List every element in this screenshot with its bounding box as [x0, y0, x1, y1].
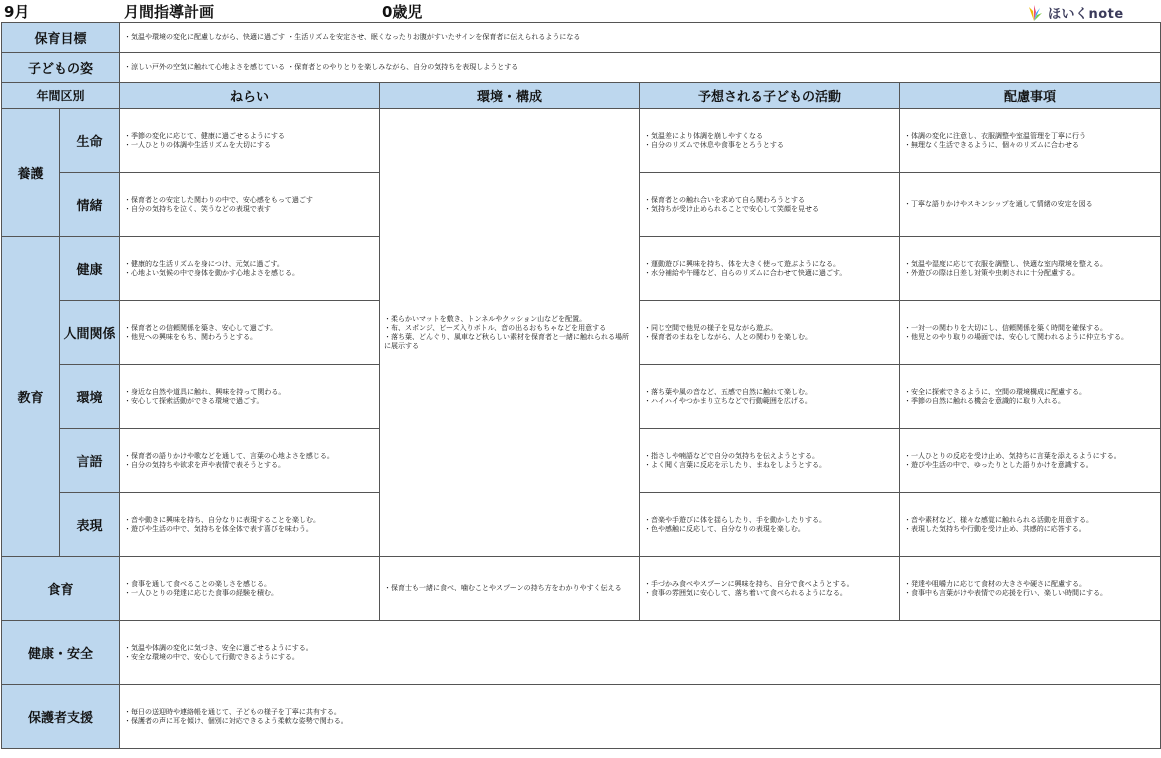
child-state-text: ・涼しい戸外の空気に触れて心地よさを感じている ・保育者とのやりとりを楽しみながら、自分の気持ちを表現しようとする: [120, 53, 1161, 83]
month-label: 9月: [4, 3, 30, 21]
age-label: 0歳児: [382, 3, 423, 21]
aim-cell: ・健康的な生活リズムを身につけ、元気に過ごす。 ・心地よい気候の中で身体を動かす心地よさを感じる。: [120, 237, 380, 301]
hoikunote-logo-icon: [1024, 4, 1044, 22]
child-state-row: [2, 53, 1161, 83]
column-header-row: [2, 83, 1161, 109]
monthly-plan-table: [1, 22, 1161, 749]
support-row: [2, 685, 1161, 749]
table-row: [2, 109, 1161, 173]
column-header-care: 配慮事項: [900, 83, 1161, 109]
plan-title: 月間指導計画: [124, 3, 215, 21]
activity-cell: ・指さしや喃語などで自分の気持ちを伝えようとする。 ・よく聞く言葉に反応を示したり、まねをしようとする。: [640, 429, 900, 493]
aim-cell: ・季節の変化に応じて、健康に過ごせるようにする ・一人ひとりの体調や生活リズムを大切にする: [120, 109, 380, 173]
activity-cell: ・運動遊びに興味を持ち、体を大きく使って遊ぶようになる。 ・水分補給や午睡など、自らのリズムに合わせて快適に過ごす。: [640, 237, 900, 301]
care-cell: ・気温や湿度に応じて衣服を調整し、快適な室内環境を整える。 ・外遊びの際は日差し対策や虫刺されに十分配慮する。: [900, 237, 1161, 301]
goal-row: [2, 23, 1161, 53]
activity-cell: ・音楽や手遊びに体を揺らしたり、手を動かしたりする。 ・色や感触に反応して、自分なりの表現を楽しむ。: [640, 493, 900, 557]
row-label: 言語: [60, 429, 120, 493]
environment-cell: ・保育士も一緒に食べ、噛むことやスプーンの持ち方をわかりやすく伝える: [380, 557, 640, 621]
aim-cell: ・保育者の語りかけや歌などを通して、言葉の心地よさを感じる。 ・自分の気持ちや欲求を声や表情で表そうとする。: [120, 429, 380, 493]
care-cell: ・丁寧な語りかけやスキンシップを通して情緒の安定を図る: [900, 173, 1161, 237]
safety-text: ・気温や体調の変化に気づき、安全に過ごせるようにする。 ・安全な環境の中で、安心して行動できるようにする。: [120, 621, 1161, 685]
column-header-period: 年間区別: [2, 83, 120, 109]
child-state-label: 子どもの姿: [2, 53, 120, 83]
shokuiku-label: 食育: [2, 557, 120, 621]
aim-cell: ・保育者との信頼関係を築き、安心して過ごす。 ・他児への興味をもち、関わろうとする。: [120, 301, 380, 365]
care-cell: ・安全に探索できるように、空間の環境構成に配慮する。 ・季節の自然に触れる機会を意識的に取り入れる。: [900, 365, 1161, 429]
aim-cell: ・音や動きに興味を持ち、自分なりに表現することを楽しむ。 ・遊びや生活の中で、気持ちを体全体で表す喜びを味わう。: [120, 493, 380, 557]
activity-cell: ・気温差により体調を崩しやすくなる ・自分のリズムで休息や食事をとろうとする: [640, 109, 900, 173]
goal-label: 保育目標: [2, 23, 120, 53]
care-cell: ・一人ひとりの反応を受け止め、気持ちに言葉を添えるようにする。 ・遊びや生活の中で、ゆったりとした語りかけを意識する。: [900, 429, 1161, 493]
row-label: 表現: [60, 493, 120, 557]
row-label: 生命: [60, 109, 120, 173]
care-cell: ・体調の変化に注意し、衣服調整や室温管理を丁寧に行う ・無理なく生活できるように、個々のリズムに合わせる: [900, 109, 1161, 173]
goal-text: ・気温や環境の変化に配慮しながら、快適に過ごす ・生活リズムを安定させ、眠くなったりお腹がすいたサインを保育者に伝えられるようになる: [120, 23, 1161, 53]
support-text: ・毎日の送迎時や連絡帳を通じて、子どもの様子を丁寧に共有する。 ・保護者の声に耳を傾け、個別に対応できるよう柔軟な姿勢で関わる。: [120, 685, 1161, 749]
brand-logo: [1024, 3, 1124, 22]
row-label: 情緒: [60, 173, 120, 237]
row-label: 人間関係: [60, 301, 120, 365]
aim-cell: ・身近な自然や道具に触れ、興味を持って関わる。 ・安心して探索活動ができる環境で過ごす。: [120, 365, 380, 429]
aim-cell: ・保育者との安定した関わりの中で、安心感をもって過ごす ・自分の気持ちを泣く、笑うなどの表現で表す: [120, 173, 380, 237]
category-kyoiku: 教育: [2, 237, 60, 557]
care-cell: ・一対一の関わりを大切にし、信頼関係を築く時間を確保する。 ・他児とのやり取りの場面では、安心して関われるように仲立ちする。: [900, 301, 1161, 365]
column-header-environment: 環境・構成: [380, 83, 640, 109]
safety-label: 健康・安全: [2, 621, 120, 685]
care-cell: ・発達や咀嚼力に応じて食材の大きさや硬さに配慮する。 ・食事中も言葉がけや表情での応援を行い、楽しい時間にする。: [900, 557, 1161, 621]
aim-cell: ・食事を通して食べることの楽しさを感じる。 ・一人ひとりの発達に応じた食事の経験を積む。: [120, 557, 380, 621]
page-header: [0, 0, 1161, 22]
logo-text: ほいくnote: [1048, 7, 1124, 22]
shokuiku-row: [2, 557, 1161, 621]
safety-row: [2, 621, 1161, 685]
activity-cell: ・落ち葉や風の音など、五感で自然に触れて楽しむ。 ・ハイハイやつかまり立ちなどで行動範囲を広げる。: [640, 365, 900, 429]
activity-cell: ・手づかみ食べやスプーンに興味を持ち、自分で食べようとする。 ・食事の雰囲気に安心して、落ち着いて食べられるようになる。: [640, 557, 900, 621]
column-header-activity: 予想される子どもの活動: [640, 83, 900, 109]
environment-cell: ・柔らかいマットを敷き、トンネルやクッション山などを配置。 ・布、スポンジ、ビーズ入りボトル、音の出るおもちゃなどを用意する ・落ち葉、どんぐり、風車など秋らしい素材を保育者と一緒に触れられる場所に展示する: [380, 109, 640, 557]
row-label: 健康: [60, 237, 120, 301]
activity-cell: ・同じ空間で他児の様子を見ながら遊ぶ。 ・保育者のまねをしながら、人との関わりを楽しむ。: [640, 301, 900, 365]
category-yogo: 養護: [2, 109, 60, 237]
care-cell: ・音や素材など、様々な感覚に触れられる活動を用意する。 ・表現した気持ちや行動を受け止め、共感的に応答する。: [900, 493, 1161, 557]
activity-cell: ・保育者との触れ合いを求めて自ら関わろうとする ・気持ちが受け止められることで安心して笑顔を見せる: [640, 173, 900, 237]
column-header-aim: ねらい: [120, 83, 380, 109]
row-label: 環境: [60, 365, 120, 429]
support-label: 保護者支援: [2, 685, 120, 749]
